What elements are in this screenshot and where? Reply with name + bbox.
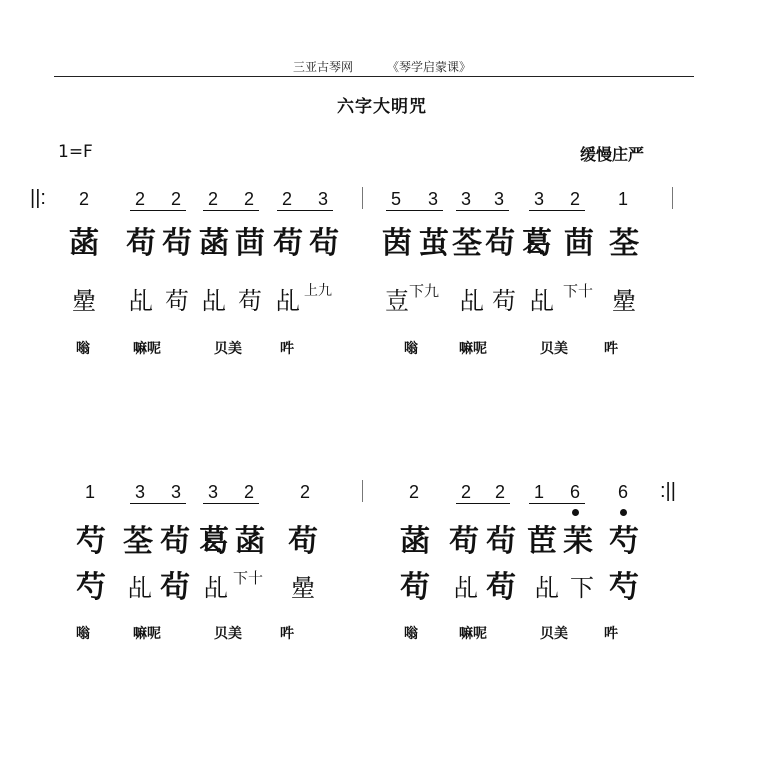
tablature-char: 荃 [452, 226, 482, 261]
note: 2 [408, 482, 419, 502]
note: 5 [390, 189, 401, 209]
header-divider [54, 76, 694, 77]
tablature-char: 乩 [535, 574, 559, 602]
tablature-char: 菡 [199, 226, 229, 261]
note: 6 [569, 482, 580, 502]
tablature-char: 壴 [385, 287, 409, 315]
low-octave-dot [620, 509, 627, 516]
tablature-char: 茍 [486, 524, 516, 559]
tablature-char: 乩 [530, 287, 554, 315]
tablature-char: 茞 [527, 524, 557, 559]
lyric: 嗡 [76, 626, 90, 642]
tablature-char: 茍 [160, 524, 190, 559]
repeat-start-sign: ||: [30, 187, 46, 209]
book-title: 《琴学启蒙课》 [387, 60, 472, 74]
note: 2 [281, 189, 292, 209]
tablature-char: 曐 [612, 287, 636, 315]
note: 6 [617, 482, 628, 502]
lyric: 嘛呢 [133, 626, 161, 642]
tablature-char: 菡 [69, 226, 99, 261]
tablature-char: 苟 [486, 570, 516, 605]
lyric: 嘛呢 [459, 341, 487, 357]
lyric: 贝美 [540, 341, 568, 357]
tablature-char: 下十 [562, 282, 593, 300]
tablature-char: 苟 [273, 226, 303, 261]
note: 3 [170, 482, 181, 502]
beam [529, 210, 585, 211]
tablature-char: 菡 [235, 524, 265, 559]
repeat-end-sign: :|| [660, 480, 676, 502]
beam [130, 503, 186, 504]
tablature-char: 茍 [162, 226, 192, 261]
tablature-char: 乩 [276, 287, 300, 315]
note: 3 [207, 482, 218, 502]
note: 2 [460, 482, 471, 502]
beam [277, 210, 333, 211]
tablature-char: 荃 [123, 524, 153, 559]
note: 1 [533, 482, 544, 502]
tablature-char: 苟 [238, 287, 262, 315]
tablature-char: 苟 [492, 287, 516, 315]
tablature-char: 苟 [400, 570, 430, 605]
beam [529, 503, 585, 504]
tablature-char: 茴 [235, 226, 265, 261]
note: 1 [84, 482, 95, 502]
page-header [0, 58, 764, 74]
tablature-char: 下九 [408, 282, 439, 300]
tablature-char: 乩 [202, 287, 226, 315]
lyric: 吽 [280, 626, 294, 642]
note: 2 [243, 189, 254, 209]
tablature-char: 芍 [609, 524, 639, 559]
site-name: 三亚古琴网 [292, 60, 353, 74]
tablature-char: 芍 [76, 570, 106, 605]
tablature-char: 菡 [400, 524, 430, 559]
lyric: 吽 [604, 341, 618, 357]
note: 3 [427, 189, 438, 209]
lyric: 吽 [280, 341, 294, 357]
beam [456, 210, 509, 211]
note: 2 [299, 482, 310, 502]
tablature-char: 葛 [522, 226, 552, 261]
tempo-marking: 缓慢庄严 [580, 145, 645, 164]
tablature-char: 芍 [609, 570, 639, 605]
bar-line [362, 480, 363, 502]
lyric: 嘛呢 [133, 341, 161, 357]
tablature-char: 茍 [309, 226, 339, 261]
beam [386, 210, 443, 211]
tablature-char: 苟 [126, 226, 156, 261]
tablature-char: 苟 [288, 524, 318, 559]
note: 2 [207, 189, 218, 209]
tablature-char: 茵 [382, 226, 412, 261]
tablature-char: 葛 [199, 524, 229, 559]
note: 2 [170, 189, 181, 209]
note: 2 [494, 482, 505, 502]
note: 3 [460, 189, 471, 209]
beam [203, 210, 259, 211]
tablature-char: 茍 [160, 570, 190, 605]
tablature-char: 乩 [454, 574, 478, 602]
tablature-char: 下十 [232, 569, 263, 587]
tablature-char: 乩 [129, 287, 153, 315]
tablature-char: 荃 [609, 226, 639, 261]
tablature-char: 苟 [165, 287, 189, 315]
bar-line [672, 187, 673, 209]
bar-line [362, 187, 363, 209]
note: 2 [134, 189, 145, 209]
key-signature: 1=F [58, 142, 93, 162]
tablature-char: 苿 [563, 524, 593, 559]
note: 3 [493, 189, 504, 209]
tablature-char: 上九 [304, 283, 332, 299]
note: 3 [533, 189, 544, 209]
tablature-char: 茍 [485, 226, 515, 261]
note: 3 [134, 482, 145, 502]
lyric: 吽 [604, 626, 618, 642]
tablature-char: 曐 [291, 574, 315, 602]
tablature-char: 下 [570, 574, 594, 602]
note: 1 [617, 189, 628, 209]
tablature-char: 乩 [460, 287, 484, 315]
beam [203, 503, 259, 504]
lyric: 贝美 [214, 341, 242, 357]
lyric: 嗡 [404, 626, 418, 642]
lyric: 嗡 [76, 341, 90, 357]
lyric: 嘛呢 [459, 626, 487, 642]
lyric: 贝美 [540, 626, 568, 642]
note: 2 [569, 189, 580, 209]
lyric: 嗡 [404, 341, 418, 357]
note: 3 [317, 189, 328, 209]
tablature-char: 乩 [204, 574, 228, 602]
tablature-char: 茧 [419, 226, 449, 261]
tablature-char: 芍 [76, 524, 106, 559]
lyric: 贝美 [214, 626, 242, 642]
tablature-char: 曐 [72, 287, 96, 315]
beam [456, 503, 510, 504]
tablature-char: 苟 [449, 524, 479, 559]
tablature-char: 乩 [128, 574, 152, 602]
beam [130, 210, 186, 211]
tablature-char: 茴 [564, 226, 594, 261]
note: 2 [78, 189, 89, 209]
song-title: 六字大明咒 [337, 97, 427, 117]
note: 2 [243, 482, 254, 502]
low-octave-dot [572, 509, 579, 516]
